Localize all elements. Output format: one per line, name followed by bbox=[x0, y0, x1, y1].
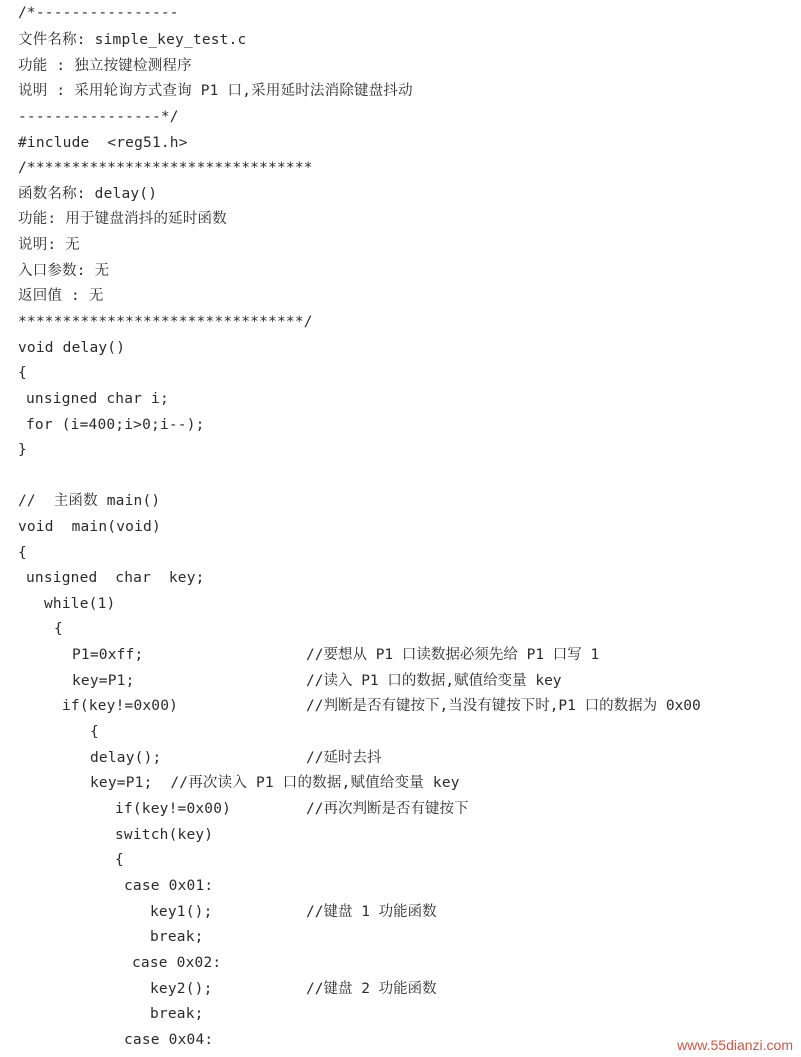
code-comment: //延时去抖 bbox=[306, 750, 382, 766]
code-line: 返回值 : 无 bbox=[18, 288, 104, 304]
code-line: switch(key) bbox=[115, 827, 214, 843]
code-line: key1(); bbox=[150, 904, 213, 920]
code-line: { bbox=[18, 545, 27, 561]
code-line: // 主函数 main() bbox=[18, 493, 161, 509]
code-line: } bbox=[18, 442, 27, 458]
code-line: unsigned char i; bbox=[26, 391, 169, 407]
code-line: break; bbox=[150, 1006, 204, 1022]
code-comment: //读入 P1 口的数据,赋值给变量 key bbox=[306, 673, 562, 689]
code-line: 函数名称: delay() bbox=[18, 186, 158, 202]
code-line: void main(void) bbox=[18, 519, 161, 535]
code-line: ********************************/ bbox=[18, 314, 313, 330]
code-line: case 0x04: bbox=[124, 1032, 214, 1048]
code-line: 入口参数: 无 bbox=[18, 263, 110, 279]
code-line: { bbox=[54, 621, 63, 637]
code-line: { bbox=[90, 724, 99, 740]
code-comment: //再次判断是否有键按下 bbox=[306, 801, 469, 817]
code-line: { bbox=[18, 365, 27, 381]
code-line: while(1) bbox=[44, 596, 116, 612]
code-line: break; bbox=[150, 929, 204, 945]
code-line: /******************************** bbox=[18, 160, 313, 176]
code-line: ----------------*/ bbox=[18, 109, 179, 125]
code-line: { bbox=[115, 852, 124, 868]
code-line: /*---------------- bbox=[18, 5, 179, 21]
code-line: case 0x01: bbox=[124, 878, 214, 894]
code-line: if(key!=0x00) bbox=[62, 698, 179, 714]
code-comment: //判断是否有键按下,当没有键按下时,P1 口的数据为 0x00 bbox=[306, 698, 701, 714]
code-line: delay(); bbox=[90, 750, 162, 766]
code-comment: //键盘 1 功能函数 bbox=[306, 904, 437, 920]
code-comment: //要想从 P1 口读数据必须先给 P1 口写 1 bbox=[306, 647, 600, 663]
code-line: case 0x02: bbox=[132, 955, 222, 971]
code-line: P1=0xff; bbox=[72, 647, 144, 663]
code-line: void delay() bbox=[18, 340, 126, 356]
watermark: www.55dianzi.com bbox=[677, 1037, 793, 1053]
code-line: 说明: 无 bbox=[18, 237, 80, 253]
code-line: if(key!=0x00) bbox=[115, 801, 232, 817]
code-line: 文件名称: simple_key_test.c bbox=[18, 32, 247, 48]
code-line: 功能: 用于键盘消抖的延时函数 bbox=[18, 211, 227, 227]
code-line: 说明 : 采用轮询方式查询 P1 口,采用延时法消除键盘抖动 bbox=[18, 83, 413, 99]
code-line: 功能 : 独立按键检测程序 bbox=[18, 58, 192, 74]
code-line: key=P1; //再次读入 P1 口的数据,赋值给变量 key bbox=[90, 775, 460, 791]
code-line: #include <reg51.h> bbox=[18, 135, 188, 151]
code-comment: //键盘 2 功能函数 bbox=[306, 981, 437, 997]
code-line: key=P1; bbox=[72, 673, 135, 689]
code-line: unsigned char key; bbox=[26, 570, 205, 586]
code-line: for (i=400;i>0;i--); bbox=[26, 417, 205, 433]
code-line: key2(); bbox=[150, 981, 213, 997]
